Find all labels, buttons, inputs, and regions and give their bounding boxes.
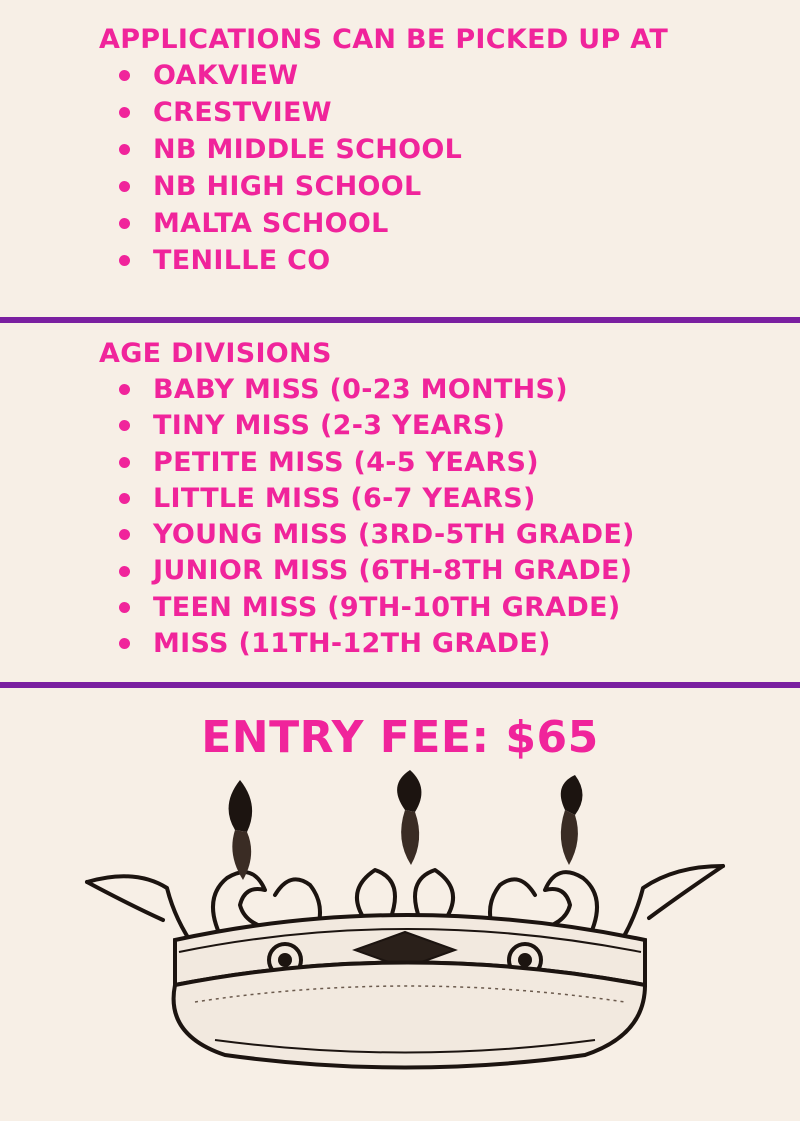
list-item: TENILLE CO [153, 242, 462, 279]
list-item: JUNIOR MISS (6TH-8TH GRADE) [153, 553, 635, 589]
list-item: TINY MISS (2-3 YEARS) [153, 408, 635, 444]
list-item: OAKVIEW [153, 57, 462, 94]
section-divider [0, 317, 800, 323]
list-item: CRESTVIEW [153, 94, 462, 131]
list-item: NB MIDDLE SCHOOL [153, 131, 462, 168]
crown-icon [75, 770, 735, 1070]
list-item: MALTA SCHOOL [153, 205, 462, 242]
list-item: NB HIGH SCHOOL [153, 168, 462, 205]
applications-heading: APPLICATIONS CAN BE PICKED UP AT [99, 24, 669, 55]
age-divisions-heading: AGE DIVISIONS [99, 338, 332, 369]
section-divider [0, 682, 800, 688]
list-item: BABY MISS (0-23 MONTHS) [153, 372, 635, 408]
list-item: LITTLE MISS (6-7 YEARS) [153, 481, 635, 517]
list-item: PETITE MISS (4-5 YEARS) [153, 445, 635, 481]
list-item: MISS (11TH-12TH GRADE) [153, 626, 635, 662]
locations-list [153, 57, 462, 279]
list-item: TEEN MISS (9TH-10TH GRADE) [153, 590, 635, 626]
list-item: YOUNG MISS (3RD-5TH GRADE) [153, 517, 635, 553]
age-divisions-list [153, 372, 635, 662]
entry-fee: ENTRY FEE: $65 [201, 712, 599, 763]
